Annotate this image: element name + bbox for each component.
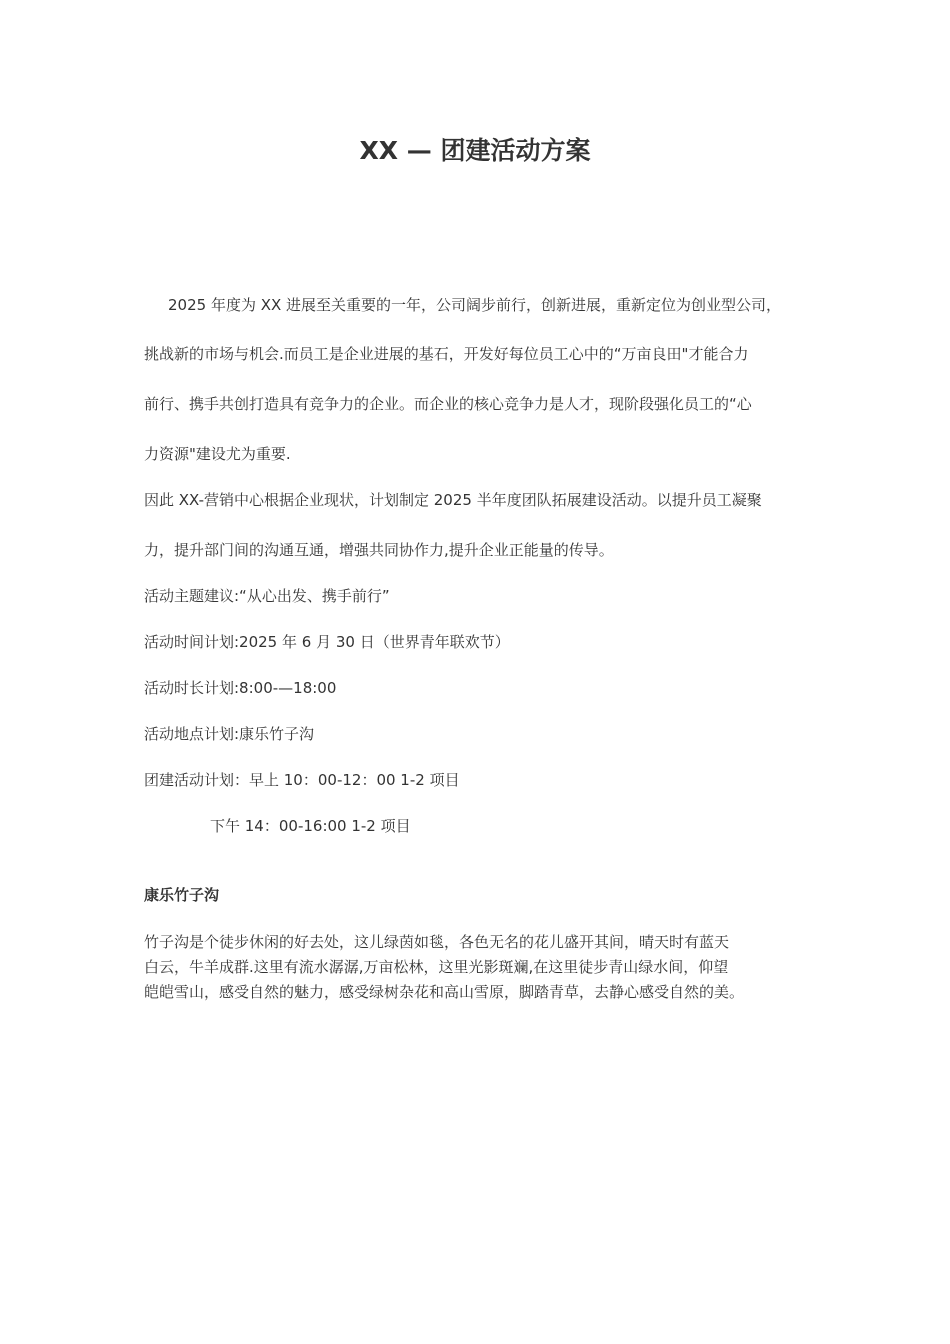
section-body-line: 白云，牛羊成群.这里有流水潺潺,万亩松林，这里光影斑斓,在这里徒步青山绿水间，仰望 <box>144 958 729 976</box>
intro-line: 前行、携手共创打造具有竞争力的企业。而企业的核心竞争力是人才，现阶段强化员工的“心 <box>144 395 752 413</box>
intro-line: 挑战新的市场与机会.而员工是企业进展的基石，开发好每位员工心中的“万亩良田"才能合力 <box>144 345 749 363</box>
section-body-line: 竹子沟是个徒步休闲的好去处，这儿绿茵如毯，各色无名的花儿盛开其间，晴天时有蓝天 <box>144 933 730 951</box>
activity-duration: 活动时长计划:8:00-—18:00 <box>144 679 337 697</box>
intro-line: 2025 年度为 XX 进展至关重要的一年，公司阔步前行，创新进展，重新定位为创业型公司， <box>168 296 782 314</box>
activity-location: 活动地点计划:康乐竹子沟 <box>144 725 315 743</box>
section-body-line: 皑皑雪山，感受自然的魅力，感受绿树杂花和高山雪原，脚踏青草，去静心感受自然的美。 <box>144 983 745 1001</box>
document-title: XX — 团建活动方案 <box>359 136 591 165</box>
schedule-morning: 团建活动计划：早上 10：00-12：00 1-2 项目 <box>144 771 460 789</box>
intro-line: 力资源"建设尤为重要. <box>144 445 291 463</box>
section-heading: 康乐竹子沟 <box>144 886 220 904</box>
purpose-line: 因此 XX-营销中心根据企业现状，计划制定 2025 半年度团队拓展建设活动。以提升员工凝聚 <box>144 491 762 509</box>
purpose-line: 力，提升部门间的沟通互通，增强共同协作力,提升企业正能量的传导。 <box>144 541 614 559</box>
activity-theme: 活动主题建议:“从心出发、携手前行” <box>144 587 390 605</box>
activity-date: 活动时间计划:2025 年 6 月 30 日（世界青年联欢节） <box>144 633 510 651</box>
schedule-afternoon: 下午 14：00-16:00 1-2 项目 <box>210 817 411 835</box>
